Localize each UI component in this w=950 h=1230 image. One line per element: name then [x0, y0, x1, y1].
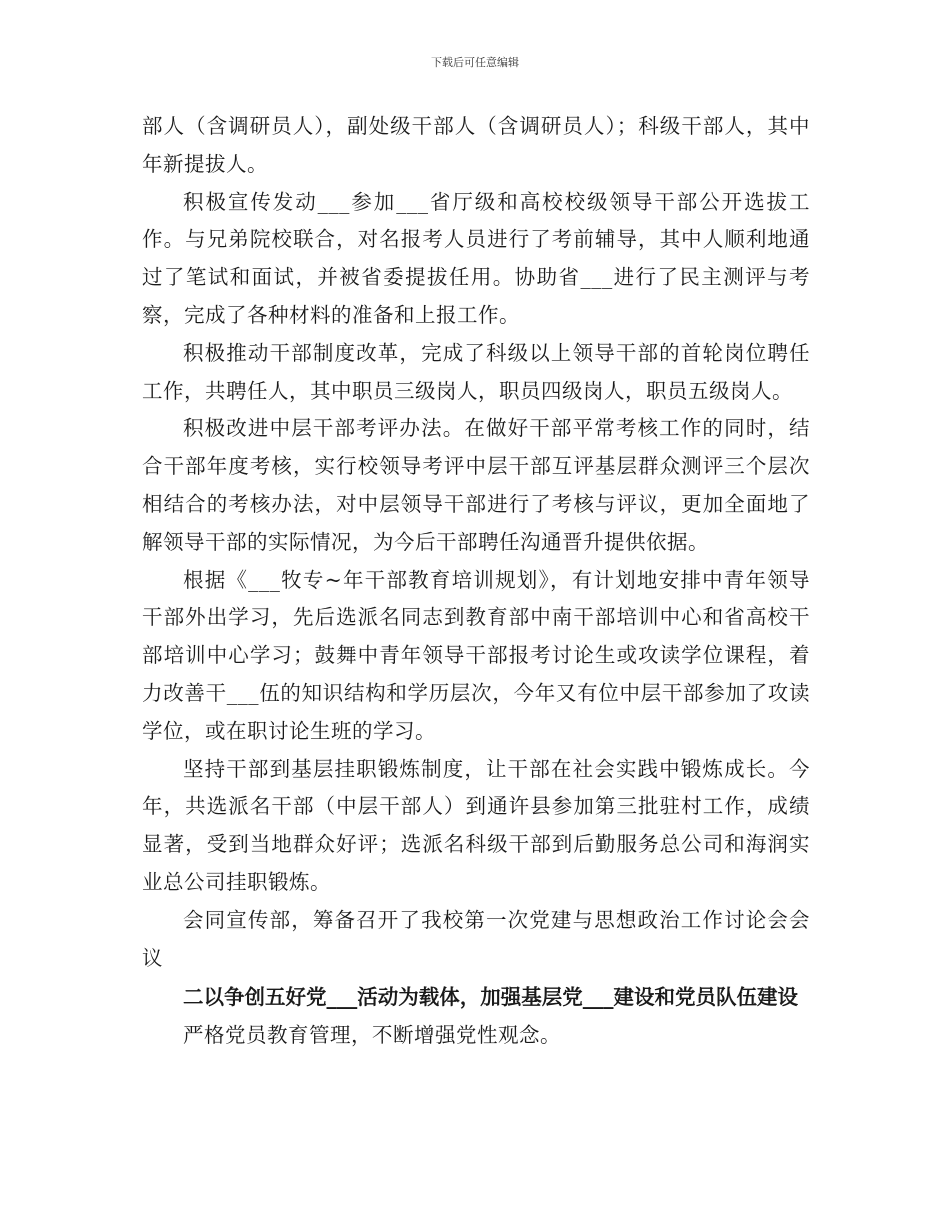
paragraph-evaluation-method: 积极改进中层干部考评办法。在做好干部平常考核工作的同时，结合干部年度考核，实行校领导考评中层干部互评基层群众测评三个层次相结合的考核办法，对中层领导干部进行了考核与评议，更加全面地了解领导干部的实际情况，为今后干部聘任沟通晋升提供依据。 — [142, 416, 810, 554]
paragraph-public-selection: 积极宣传发动___参加___省厅级和高校校级领导干部公开选拔工作。与兄弟院校联合，对名报考人员进行了考前辅导，其中人顺利地通过了笔试和面试，并被省委提拔任用。协助省___进行了民主测评与考察，完成了各种材料的准备和上报工作。 — [142, 189, 810, 327]
paragraph-conference: 会同宣传部，筹备召开了我校第一次党建与思想政治工作讨论会会议 — [142, 907, 810, 970]
paragraph-grassroots-training: 坚持干部到基层挂职锻炼制度，让干部在社会实践中锻炼成长。今年，共选派名干部（中层干部人）到通许县参加第三批驻村工作，成绩显著，受到当地群众好评；选派名科级干部到后勤服务总公司和海润实业总公司挂职锻炼。 — [142, 756, 810, 894]
paragraph-member-education: 严格党员教育管理，不断增强党性观念。 — [183, 1023, 561, 1048]
document-body — [142, 108, 810, 1055]
paragraph-training-plan: 根据《___牧专~年干部教育培训规划》，有计划地安排中青年领导干部外出学习，先后选派名同志到教育部中南干部培训中心和省高校干部培训中心学习；鼓舞中青年领导干部报考讨论生或攻读学位课程，着力改善干___伍的知识结构和学历层次，今年又有位中层干部参加了攻读学位，或在职讨论生班的学习。 — [142, 567, 810, 743]
paragraph-system-reform: 积极推动干部制度改革，完成了科级以上领导干部的首轮岗位聘任工作，共聘任人，其中职员三级岗人，职员四级岗人，职员五级岗人。 — [142, 340, 810, 403]
section-heading: 二以争创五好党___活动为载体，加强基层党___建设和党员队伍建设 — [183, 985, 798, 1010]
page-header: 下载后可任意编辑 — [431, 56, 519, 69]
paragraph-cadre-counts: 部人（含调研员人），副处级干部人（含调研员人）；科级干部人，其中年新提拔人。 — [142, 114, 810, 176]
